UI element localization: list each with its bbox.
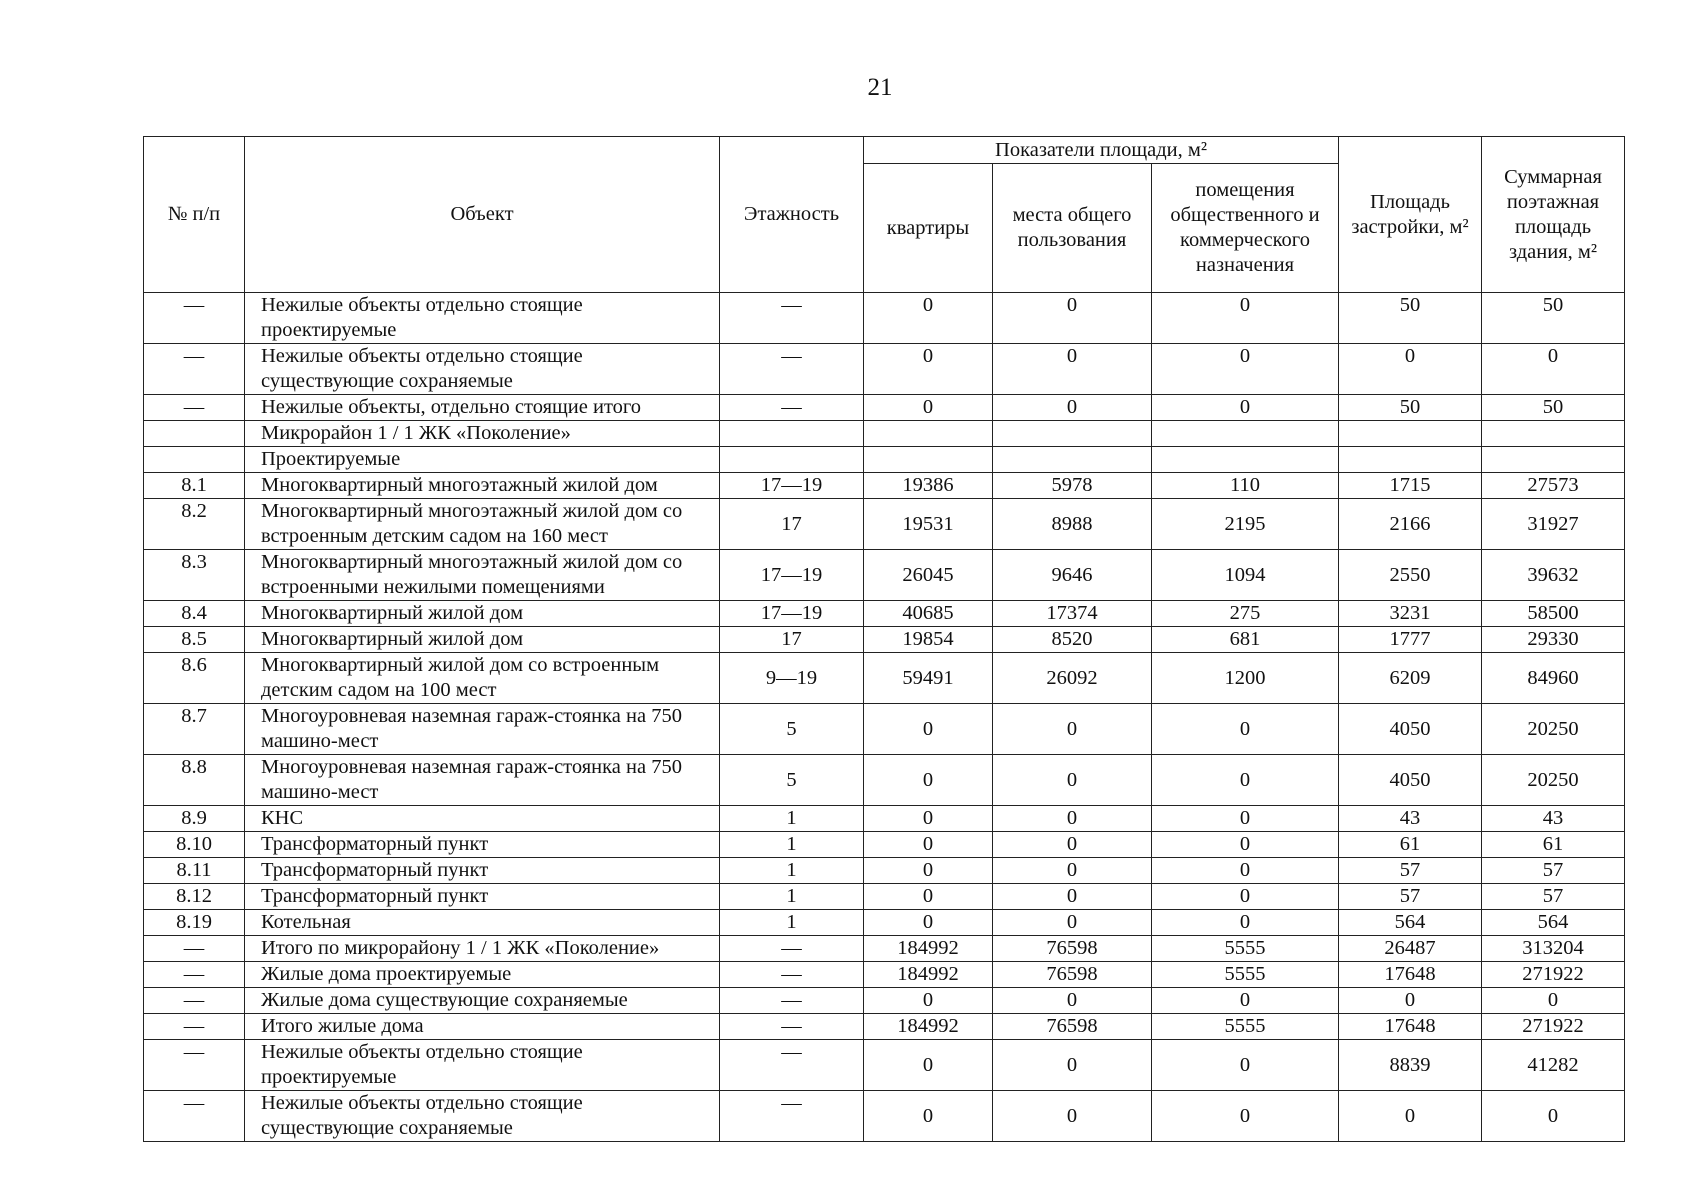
row-floors: 17 (720, 627, 864, 653)
header-footprint: Площадь застройки, м² (1339, 137, 1482, 293)
row-footprint (1339, 447, 1482, 473)
row-apartments: 0 (864, 1091, 993, 1142)
row-footprint: 0 (1339, 988, 1482, 1014)
row-commercial: 5555 (1152, 962, 1339, 988)
row-apartments: 0 (864, 755, 993, 806)
page-number: 21 (867, 74, 893, 101)
row-object: Многоквартирный жилой дом со встроенным детским садом на 100 мест (245, 653, 720, 704)
row-object: Многоуровневая наземная гараж-стоянка на 750 машино-мест (245, 755, 720, 806)
table-row (144, 653, 1625, 704)
row-common-areas: 0 (993, 910, 1152, 936)
row-num: 8.5 (144, 627, 245, 653)
row-apartments: 19531 (864, 499, 993, 550)
row-object: Трансформаторный пункт (245, 858, 720, 884)
row-commercial: 0 (1152, 293, 1339, 344)
row-apartments: 0 (864, 704, 993, 755)
row-object: Многоквартирный многоэтажный жилой дом со встроенным детским садом на 160 мест (245, 499, 720, 550)
row-total-floor-area: 58500 (1482, 601, 1625, 627)
row-num: 8.8 (144, 755, 245, 806)
row-footprint: 61 (1339, 832, 1482, 858)
row-commercial: 0 (1152, 344, 1339, 395)
row-commercial: 0 (1152, 1040, 1339, 1091)
row-num: — (144, 1014, 245, 1040)
row-num: — (144, 1091, 245, 1142)
table-row (144, 910, 1625, 936)
row-object: КНС (245, 806, 720, 832)
row-num: — (144, 962, 245, 988)
row-num: 8.11 (144, 858, 245, 884)
row-object: Многоквартирный многоэтажный жилой дом (245, 473, 720, 499)
row-num: 8.3 (144, 550, 245, 601)
table-row (144, 447, 1625, 473)
row-floors: — (720, 1040, 864, 1091)
row-num: 8.7 (144, 704, 245, 755)
row-common-areas (993, 421, 1152, 447)
row-object: Жилые дома существующие сохраняемые (245, 988, 720, 1014)
row-common-areas: 0 (993, 755, 1152, 806)
row-total-floor-area: 564 (1482, 910, 1625, 936)
row-footprint: 4050 (1339, 755, 1482, 806)
row-total-floor-area: 0 (1482, 988, 1625, 1014)
row-common-areas: 0 (993, 858, 1152, 884)
table-row (144, 858, 1625, 884)
row-floors: 17 (720, 499, 864, 550)
row-num (144, 447, 245, 473)
row-footprint: 4050 (1339, 704, 1482, 755)
row-object: Многоквартирный жилой дом (245, 601, 720, 627)
row-num (144, 421, 245, 447)
row-num: 8.12 (144, 884, 245, 910)
table-row (144, 704, 1625, 755)
row-apartments: 19386 (864, 473, 993, 499)
row-total-floor-area: 61 (1482, 832, 1625, 858)
row-total-floor-area: 39632 (1482, 550, 1625, 601)
table-row (144, 936, 1625, 962)
row-commercial: 5555 (1152, 1014, 1339, 1040)
row-total-floor-area: 43 (1482, 806, 1625, 832)
row-footprint: 17648 (1339, 1014, 1482, 1040)
row-commercial (1152, 447, 1339, 473)
row-num: 8.10 (144, 832, 245, 858)
row-floors: 1 (720, 806, 864, 832)
row-total-floor-area: 27573 (1482, 473, 1625, 499)
row-total-floor-area: 29330 (1482, 627, 1625, 653)
row-commercial: 0 (1152, 704, 1339, 755)
row-apartments: 0 (864, 884, 993, 910)
row-object: Микрорайон 1 / 1 ЖК «Поколение» (245, 421, 720, 447)
row-common-areas: 76598 (993, 936, 1152, 962)
row-apartments: 59491 (864, 653, 993, 704)
row-object: Проектируемые (245, 447, 720, 473)
row-common-areas (993, 447, 1152, 473)
table-row (144, 395, 1625, 421)
table-row (144, 499, 1625, 550)
table-row (144, 421, 1625, 447)
table-row (144, 884, 1625, 910)
header-apartments: квартиры (864, 164, 993, 293)
row-footprint: 564 (1339, 910, 1482, 936)
row-total-floor-area: 20250 (1482, 755, 1625, 806)
row-num: — (144, 293, 245, 344)
row-floors: 5 (720, 755, 864, 806)
row-footprint (1339, 421, 1482, 447)
row-commercial: 0 (1152, 988, 1339, 1014)
row-object: Нежилые объекты отдельно стоящие проектируемые (245, 1040, 720, 1091)
row-floors (720, 447, 864, 473)
row-num: — (144, 1040, 245, 1091)
row-footprint: 3231 (1339, 601, 1482, 627)
row-commercial: 0 (1152, 395, 1339, 421)
row-floors: 1 (720, 832, 864, 858)
row-total-floor-area: 41282 (1482, 1040, 1625, 1091)
area-indicators-table (143, 136, 1625, 1142)
row-num: — (144, 395, 245, 421)
row-commercial: 110 (1152, 473, 1339, 499)
row-apartments: 19854 (864, 627, 993, 653)
row-floors: 9—19 (720, 653, 864, 704)
row-floors: 1 (720, 884, 864, 910)
row-common-areas: 5978 (993, 473, 1152, 499)
table-row (144, 832, 1625, 858)
row-floors: — (720, 936, 864, 962)
row-apartments: 0 (864, 293, 993, 344)
row-apartments: 184992 (864, 1014, 993, 1040)
row-common-areas: 0 (993, 704, 1152, 755)
row-total-floor-area: 271922 (1482, 1014, 1625, 1040)
row-num: — (144, 988, 245, 1014)
row-total-floor-area: 313204 (1482, 936, 1625, 962)
row-common-areas: 0 (993, 1091, 1152, 1142)
row-object: Трансформаторный пункт (245, 832, 720, 858)
row-commercial: 1094 (1152, 550, 1339, 601)
row-num: 8.9 (144, 806, 245, 832)
row-floors: 5 (720, 704, 864, 755)
row-footprint: 2166 (1339, 499, 1482, 550)
header-num: № п/п (144, 137, 245, 293)
row-total-floor-area: 0 (1482, 1091, 1625, 1142)
header-object: Объект (245, 137, 720, 293)
row-num: 8.2 (144, 499, 245, 550)
row-commercial: 0 (1152, 832, 1339, 858)
row-common-areas: 0 (993, 344, 1152, 395)
row-common-areas: 0 (993, 806, 1152, 832)
row-footprint: 17648 (1339, 962, 1482, 988)
row-floors: — (720, 1091, 864, 1142)
row-apartments: 0 (864, 858, 993, 884)
row-apartments (864, 421, 993, 447)
row-apartments: 0 (864, 988, 993, 1014)
table-row (144, 344, 1625, 395)
table-body (144, 293, 1625, 1142)
row-footprint: 0 (1339, 344, 1482, 395)
row-apartments: 0 (864, 395, 993, 421)
table-row (144, 601, 1625, 627)
row-object: Итого жилые дома (245, 1014, 720, 1040)
row-apartments (864, 447, 993, 473)
row-common-areas: 0 (993, 832, 1152, 858)
row-common-areas: 9646 (993, 550, 1152, 601)
table-row (144, 473, 1625, 499)
row-floors: 1 (720, 858, 864, 884)
row-apartments: 184992 (864, 936, 993, 962)
row-floors: 17—19 (720, 550, 864, 601)
row-floors: 17—19 (720, 601, 864, 627)
row-floors: — (720, 293, 864, 344)
row-commercial: 5555 (1152, 936, 1339, 962)
row-footprint: 1715 (1339, 473, 1482, 499)
row-total-floor-area: 57 (1482, 858, 1625, 884)
row-common-areas: 76598 (993, 962, 1152, 988)
table-row (144, 988, 1625, 1014)
row-apartments: 26045 (864, 550, 993, 601)
row-commercial: 275 (1152, 601, 1339, 627)
row-num: 8.1 (144, 473, 245, 499)
row-common-areas: 76598 (993, 1014, 1152, 1040)
row-total-floor-area: 50 (1482, 395, 1625, 421)
row-object: Нежилые объекты отдельно стоящие существующие сохраняемые (245, 1091, 720, 1142)
row-footprint: 6209 (1339, 653, 1482, 704)
row-floors: — (720, 344, 864, 395)
row-object: Котельная (245, 910, 720, 936)
row-footprint: 50 (1339, 395, 1482, 421)
row-num: — (144, 936, 245, 962)
row-floors: 17—19 (720, 473, 864, 499)
table-row (144, 1040, 1625, 1091)
table-row (144, 293, 1625, 344)
row-total-floor-area: 57 (1482, 884, 1625, 910)
row-floors: — (720, 395, 864, 421)
row-footprint: 1777 (1339, 627, 1482, 653)
row-object: Многоквартирный жилой дом (245, 627, 720, 653)
row-common-areas: 8520 (993, 627, 1152, 653)
row-common-areas: 8988 (993, 499, 1152, 550)
row-common-areas: 17374 (993, 601, 1152, 627)
table-row (144, 755, 1625, 806)
row-object: Нежилые объекты, отдельно стоящие итого (245, 395, 720, 421)
row-num: 8.19 (144, 910, 245, 936)
row-object: Многоуровневая наземная гараж-стоянка на 750 машино-мест (245, 704, 720, 755)
row-commercial: 681 (1152, 627, 1339, 653)
row-common-areas: 0 (993, 395, 1152, 421)
table-row (144, 627, 1625, 653)
table-row (144, 550, 1625, 601)
header-common-areas: места общего пользования (993, 164, 1152, 293)
row-apartments: 0 (864, 344, 993, 395)
row-footprint: 26487 (1339, 936, 1482, 962)
row-object: Трансформаторный пункт (245, 884, 720, 910)
table-row (144, 806, 1625, 832)
row-apartments: 0 (864, 832, 993, 858)
row-total-floor-area: 50 (1482, 293, 1625, 344)
row-footprint: 2550 (1339, 550, 1482, 601)
row-num: — (144, 344, 245, 395)
row-commercial: 0 (1152, 884, 1339, 910)
row-floors: — (720, 988, 864, 1014)
row-total-floor-area: 31927 (1482, 499, 1625, 550)
row-total-floor-area: 0 (1482, 344, 1625, 395)
row-commercial: 2195 (1152, 499, 1339, 550)
row-apartments: 0 (864, 910, 993, 936)
row-object: Нежилые объекты отдельно стоящие существующие сохраняемые (245, 344, 720, 395)
row-total-floor-area (1482, 421, 1625, 447)
row-footprint: 8839 (1339, 1040, 1482, 1091)
table-row (144, 1091, 1625, 1142)
row-total-floor-area (1482, 447, 1625, 473)
row-apartments: 184992 (864, 962, 993, 988)
header-floors: Этажность (720, 137, 864, 293)
row-common-areas: 0 (993, 293, 1152, 344)
row-footprint: 0 (1339, 1091, 1482, 1142)
row-num: 8.4 (144, 601, 245, 627)
row-commercial: 1200 (1152, 653, 1339, 704)
row-commercial (1152, 421, 1339, 447)
row-footprint: 50 (1339, 293, 1482, 344)
row-apartments: 0 (864, 806, 993, 832)
row-floors (720, 421, 864, 447)
table-row (144, 962, 1625, 988)
row-common-areas: 0 (993, 988, 1152, 1014)
row-apartments: 40685 (864, 601, 993, 627)
row-floors: — (720, 1014, 864, 1040)
row-object: Многоквартирный многоэтажный жилой дом со встроенными нежилыми помещениями (245, 550, 720, 601)
row-footprint: 43 (1339, 806, 1482, 832)
header-total-floor-area: Суммарная поэтажная площадь здания, м² (1482, 137, 1625, 293)
row-total-floor-area: 271922 (1482, 962, 1625, 988)
row-total-floor-area: 84960 (1482, 653, 1625, 704)
row-common-areas: 0 (993, 884, 1152, 910)
row-commercial: 0 (1152, 806, 1339, 832)
row-footprint: 57 (1339, 884, 1482, 910)
table-row (144, 1014, 1625, 1040)
row-commercial: 0 (1152, 910, 1339, 936)
row-footprint: 57 (1339, 858, 1482, 884)
row-floors: — (720, 962, 864, 988)
row-total-floor-area: 20250 (1482, 704, 1625, 755)
row-commercial: 0 (1152, 1091, 1339, 1142)
row-num: 8.6 (144, 653, 245, 704)
table-header (144, 137, 1625, 293)
row-commercial: 0 (1152, 858, 1339, 884)
row-object: Жилые дома проектируемые (245, 962, 720, 988)
row-object: Нежилые объекты отдельно стоящие проектируемые (245, 293, 720, 344)
row-apartments: 0 (864, 1040, 993, 1091)
row-commercial: 0 (1152, 755, 1339, 806)
header-area-group: Показатели площади, м² (864, 137, 1339, 164)
row-floors: 1 (720, 910, 864, 936)
row-common-areas: 26092 (993, 653, 1152, 704)
row-common-areas: 0 (993, 1040, 1152, 1091)
header-commercial: помещения общественного и коммерческого назначения (1152, 164, 1339, 293)
row-object: Итого по микрорайону 1 / 1 ЖК «Поколение» (245, 936, 720, 962)
